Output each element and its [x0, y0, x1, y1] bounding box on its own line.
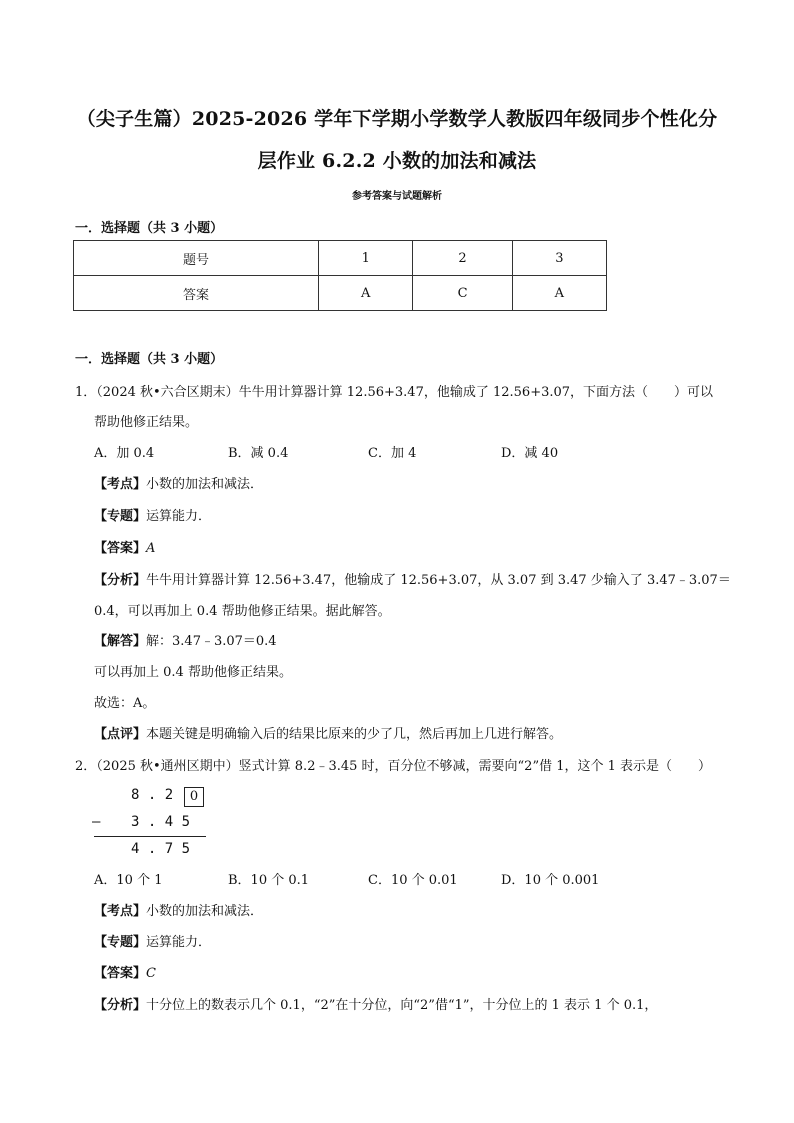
table-cell: 1	[319, 241, 413, 276]
section-heading-solutions: 一．选择题（共 3 小题）	[75, 352, 224, 367]
table-cell: 2	[413, 241, 512, 276]
table-cell: C	[413, 276, 512, 311]
vertical-calc-row-2: 3 . 4 5	[131, 814, 191, 830]
q2-analysis-line-1	[94, 994, 657, 1013]
table-header-cell: 答案	[74, 276, 319, 311]
tag-label: 【专题】	[94, 935, 147, 950]
q1-zhuanti	[94, 505, 211, 524]
vertical-calc-minus-sign: —	[92, 814, 101, 830]
tag-label: 【分析】	[94, 573, 147, 588]
q1-answer	[94, 537, 155, 556]
table-cell: A	[319, 276, 413, 311]
answer-letter: A	[146, 541, 156, 556]
table-row	[74, 241, 607, 276]
q2-option-c: C．10 个 0.01	[368, 873, 458, 888]
q2-option-b: B．10 个 0.1	[228, 873, 310, 888]
q1-option-c: C．加 4	[368, 446, 417, 461]
q1-solution-line-2: 可以再加上 0.4 帮助他修正结果。	[94, 665, 292, 680]
tag-label: 【答案】	[94, 541, 147, 556]
table-cell: 3	[512, 241, 606, 276]
q2-zhuanti	[94, 931, 211, 950]
table-row	[74, 276, 607, 311]
q1-option-d: D．减 40	[501, 446, 559, 461]
tag-label: 【分析】	[94, 998, 147, 1013]
tag-content: 解：3.47﹣3.07＝0.4	[146, 634, 277, 649]
q1-option-b: B．减 0.4	[228, 446, 289, 461]
tag-label: 【考点】	[94, 477, 147, 492]
q1-analysis-line-2: 0.4，可以再加上 0.4 帮助他修正结果。据此解答。	[94, 604, 391, 619]
q2-option-a: A．10 个 1	[94, 873, 163, 888]
table-cell: A	[512, 276, 606, 311]
q1-comment	[94, 723, 562, 742]
q2-kaodian	[94, 900, 263, 919]
tag-content: 小数的加法和减法．	[146, 904, 264, 919]
tag-content: 十分位上的数表示几个 0.1，“2”在十分位，向“2”借“1”，十分位上的 1 表示 1 个 0.1，	[146, 998, 658, 1013]
q1-stem-line-1: 1．（2024 秋•六合区期末）牛牛用计算器计算 12.56+3.47，他输成了 12.56+3.07，下面方法（ ）可以	[75, 385, 714, 400]
vertical-calc-result: 4 . 7 5	[131, 841, 191, 857]
q1-stem-line-2: 帮助他修正结果。	[94, 415, 199, 430]
tag-content: 牛牛用计算器计算 12.56+3.47，他输成了 12.56+3.07，从 3.07 到 3.47 少输入了 3.47﹣3.07＝	[146, 573, 731, 588]
q1-analysis-line-1	[94, 569, 731, 588]
q1-solution	[94, 630, 277, 649]
tag-content: 运算能力．	[146, 509, 212, 524]
tag-content: 本题关键是明确输入后的结果比原来的少了几，然后再加上几进行解答。	[146, 727, 563, 742]
tag-content: 小数的加法和减法．	[146, 477, 264, 492]
tag-label: 【专题】	[94, 509, 147, 524]
q2-stem: 2．（2025 秋•通州区期中）竖式计算 8.2﹣3.45 时，百分位不够减，需要向“2”借 1，这个 1 表示是（ ）	[75, 759, 712, 774]
document-title-line-2: 层作业 6.2.2 小数的加法和减法	[257, 150, 537, 172]
vertical-calc-rule	[94, 836, 206, 837]
q1-choice: 故选：A。	[94, 696, 156, 711]
answer-key-table	[73, 240, 607, 311]
tag-content: 运算能力．	[146, 935, 212, 950]
q2-option-d: D．10 个 0.001	[501, 873, 600, 888]
table-header-cell: 题号	[74, 241, 319, 276]
document-subtitle: 参考答案与试题解析	[352, 191, 442, 202]
tag-label: 【解答】	[94, 634, 147, 649]
tag-label: 【考点】	[94, 904, 147, 919]
answer-letter: C	[146, 966, 156, 981]
document-title-line-1: （尖子生篇）2025-2026 学年下学期小学数学人教版四年级同步个性化分	[76, 108, 718, 130]
tag-label: 【答案】	[94, 966, 147, 981]
vertical-calc-row-1: 8 . 2	[131, 787, 174, 803]
q1-option-a: A．加 0.4	[94, 446, 155, 461]
q1-kaodian	[94, 473, 263, 492]
vertical-calc-boxed-digit: 0	[184, 787, 204, 807]
q2-answer	[94, 962, 156, 981]
section-heading-answer-key: 一．选择题（共 3 小题）	[75, 221, 224, 236]
tag-label: 【点评】	[94, 727, 147, 742]
